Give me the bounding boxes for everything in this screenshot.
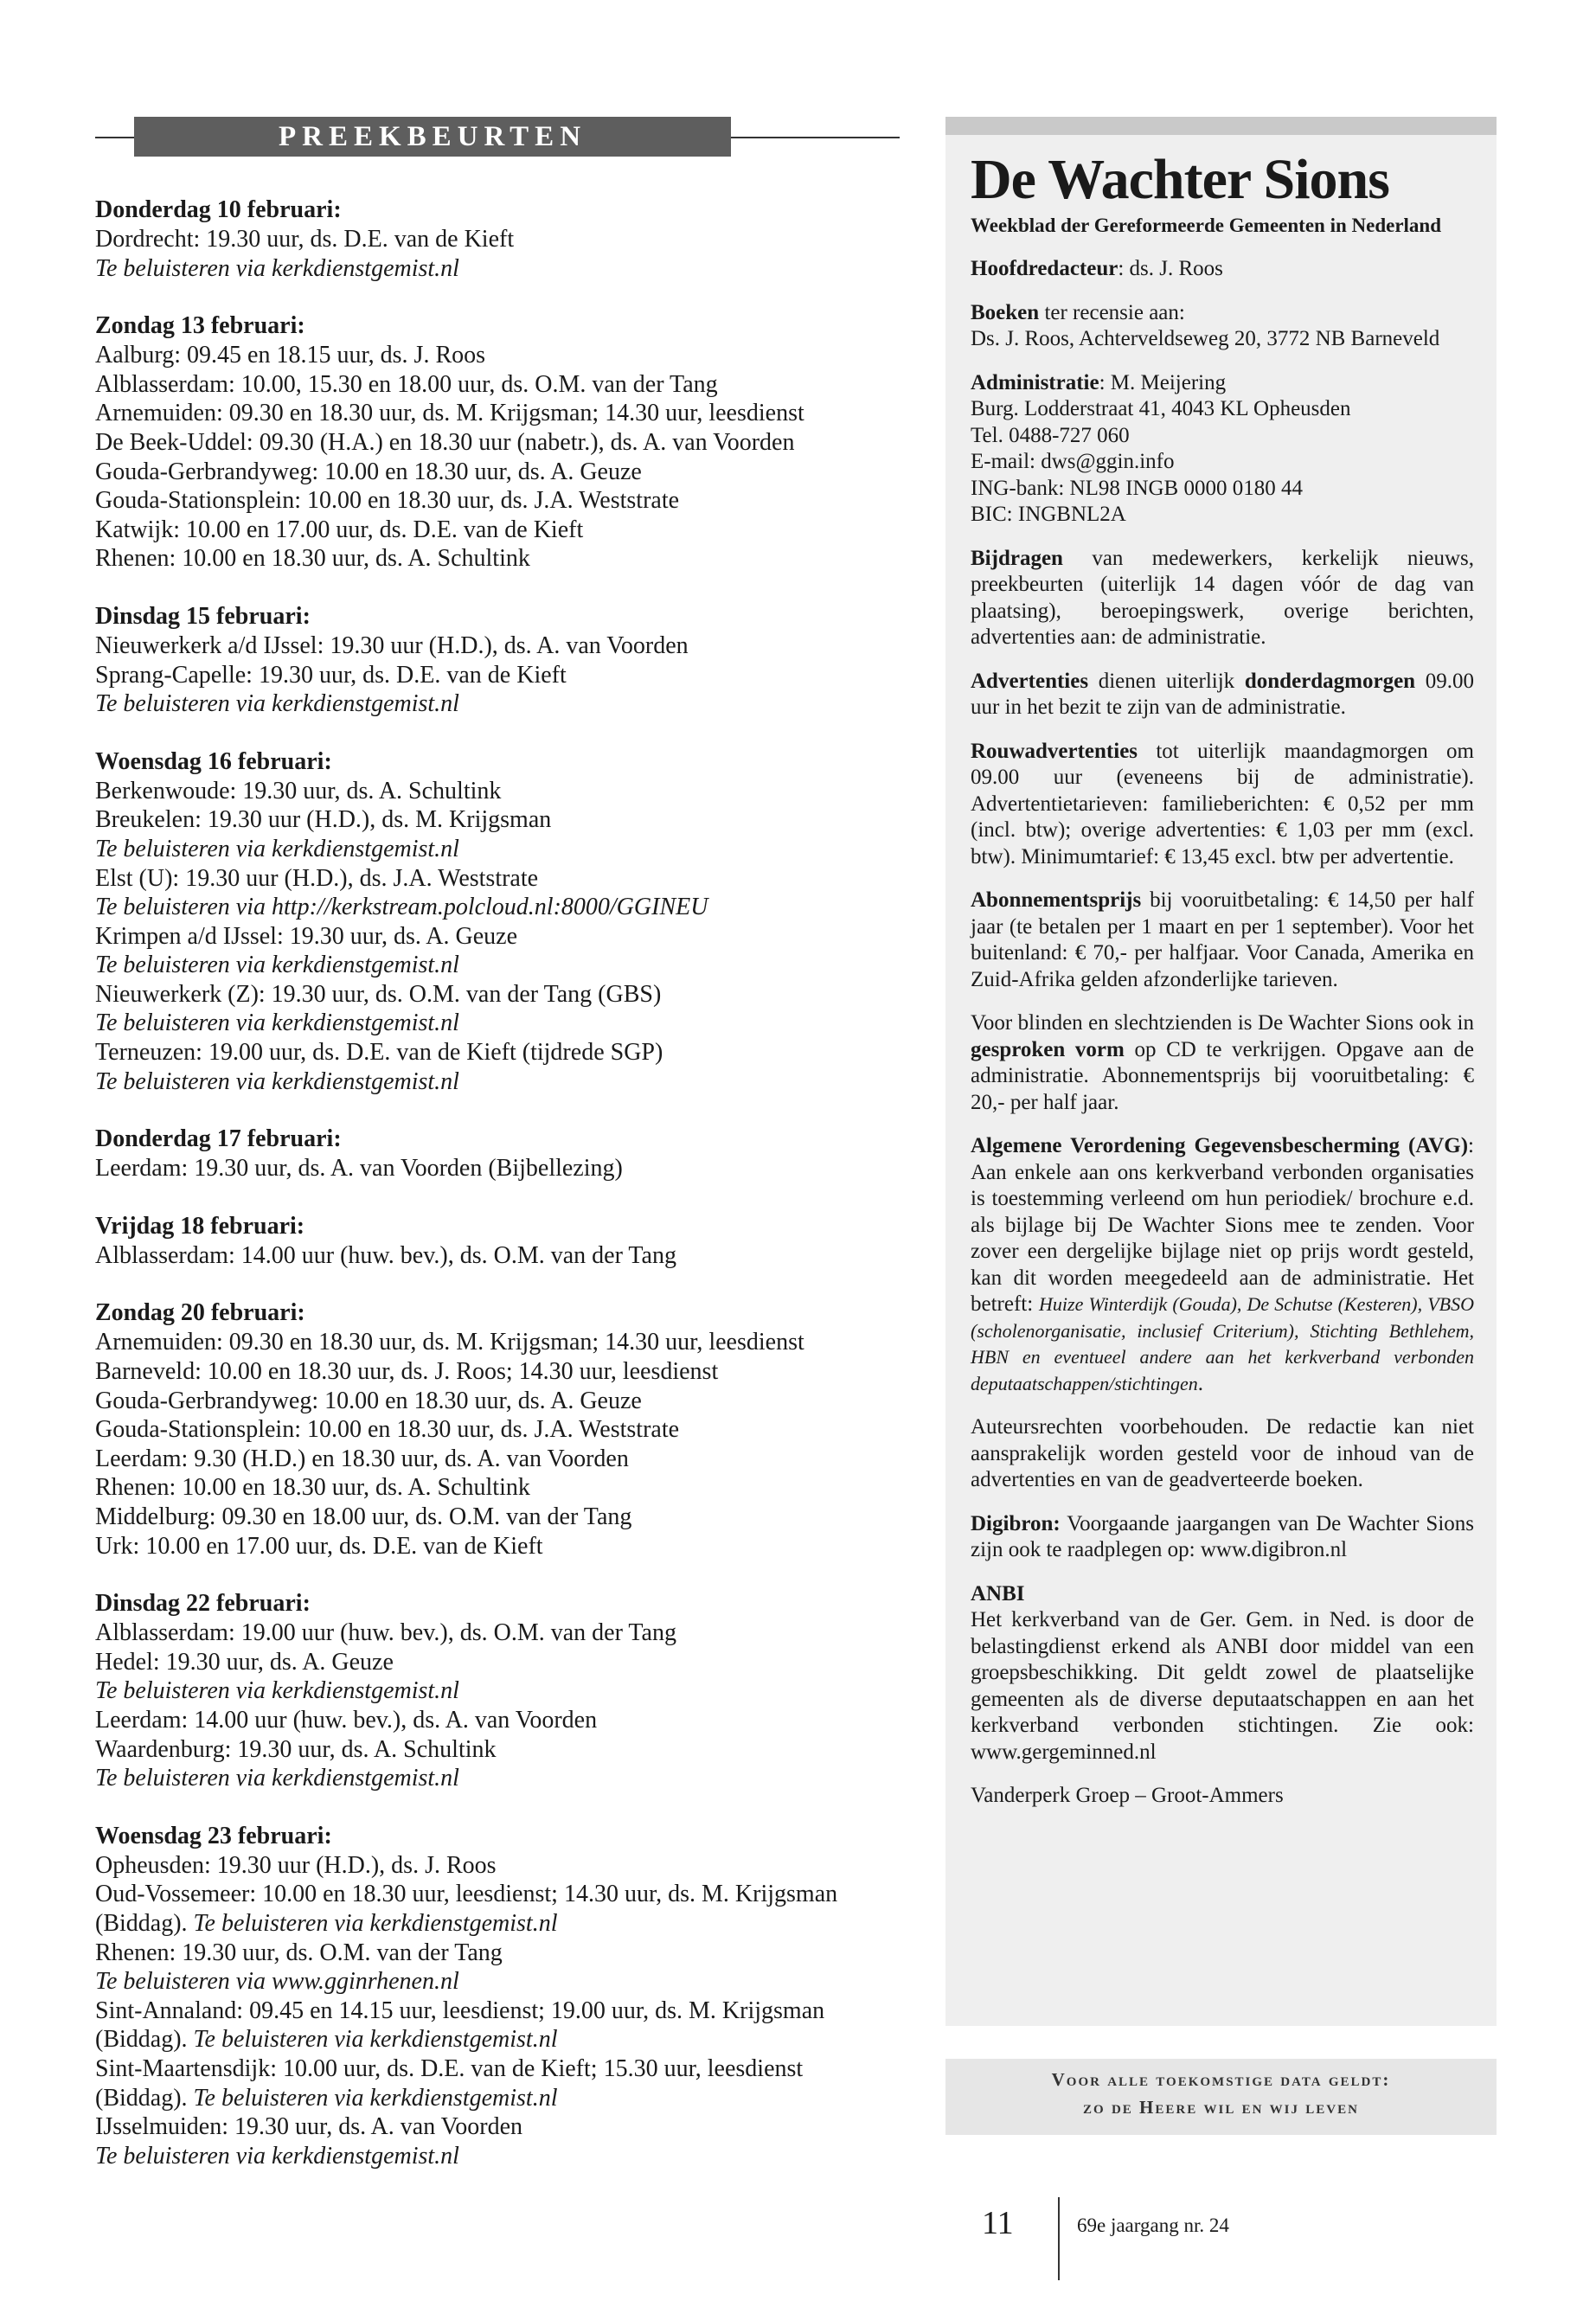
service-line: Rhenen: 10.00 en 18.30 uur, ds. A. Schultink bbox=[95, 545, 530, 573]
service-line: Arnemuiden: 09.30 en 18.30 uur, ds. M. Krijgsman; 14.30 uur, leesdienst bbox=[95, 400, 804, 427]
digibron-info: Digibron: Voorgaande jaargangen van De Wachter Sions zijn ook te raadplegen op: www.digibron.nl bbox=[971, 1511, 1474, 1561]
stream-note: Te beluisteren via kerkdienstgemist.nl bbox=[95, 2142, 459, 2170]
service-line: Gouda-Gerbrandyweg: 10.00 en 18.30 uur, ds. A. Geuze bbox=[95, 458, 642, 485]
day-block bbox=[95, 1822, 904, 2171]
service-line: Hedel: 19.30 uur, ds. A. Geuze bbox=[95, 1648, 394, 1676]
service-line: (Biddag). Te beluisteren via kerkdienstgemist.nl bbox=[95, 1909, 558, 1937]
preekbeurten-list bbox=[95, 195, 904, 2199]
subscription-info: Abonnementsprijs bij vooruitbetaling: € 14,50 per half jaar (te betalen per 1 maart en per 1 september). Voor het buitenland: € 70,- per halfjaar. Voor Canada, Amerika en Zuid-Afrika gelden afzonderlijke tarieven. bbox=[971, 888, 1474, 991]
day-block bbox=[95, 1298, 904, 1561]
service-line: Middelburg: 09.30 en 18.00 uur, ds. O.M. van der Tang bbox=[95, 1503, 632, 1530]
day-heading: Donderdag 10 februari: bbox=[95, 196, 342, 223]
editor-info: Hoofdredacteur: ds. J. Roos bbox=[971, 257, 1223, 280]
service-line: Waardenburg: 19.30 uur, ds. A. Schultink bbox=[95, 1735, 497, 1763]
stream-note: Te beluisteren via kerkdienstgemist.nl bbox=[95, 1067, 459, 1095]
service-line: Katwijk: 10.00 en 17.00 uur, ds. D.E. van de Kieft bbox=[95, 516, 584, 543]
service-line: Dordrecht: 19.30 uur, ds. D.E. van de Kieft bbox=[95, 226, 515, 253]
service-line: Barneveld: 10.00 en 18.30 uur, ds. J. Roos; 14.30 uur, leesdienst bbox=[95, 1358, 719, 1386]
mourning-ads-info: Rouwadvertenties tot uiterlijk maandagmorgen om 09.00 uur (eveneens bij de administratie). Advertentietarieven: familieberichten: € 0,52 per mm (incl. btw); overige advertenties: € 1,03 per mm (excl. btw). Minimumtarief: € 13,45 excl. btw per advertentie. bbox=[971, 739, 1474, 868]
service-line: Elst (U): 19.30 uur (H.D.), ds. J.A. Weststrate bbox=[95, 864, 539, 892]
service-line: Terneuzen: 19.00 uur, ds. D.E. van de Kieft (tijdrede SGP) bbox=[95, 1039, 663, 1067]
day-heading: Zondag 13 februari: bbox=[95, 312, 305, 340]
admin-info: Administratie: M. Meijering Burg. Lodderstraat 41, 4043 KL Opheusden Tel. 0488-727 060 E-mail: dws@ggin.info ING-bank: NL98 INGB 0000 0180 44 BIC: INGBNL2A bbox=[971, 370, 1351, 526]
masthead-title: De Wachter Sions bbox=[971, 148, 1389, 211]
stream-note: Te beluisteren via http://kerkstream.polcloud.nl:8000/GGINEU bbox=[95, 894, 708, 921]
service-line: Alblasserdam: 10.00, 15.30 en 18.00 uur, ds. O.M. van der Tang bbox=[95, 370, 718, 398]
footer-divider bbox=[1058, 2197, 1060, 2280]
service-line: (Biddag). Te beluisteren via kerkdienstgemist.nl bbox=[95, 2026, 558, 2054]
day-heading: Dinsdag 22 februari: bbox=[95, 1590, 311, 1618]
service-line: Sprang-Capelle: 19.30 uur, ds. D.E. van de Kieft bbox=[95, 661, 567, 689]
service-line: Gouda-Gerbrandyweg: 10.00 en 18.30 uur, ds. A. Geuze bbox=[95, 1387, 642, 1414]
day-heading: Vrijdag 18 februari: bbox=[95, 1212, 305, 1240]
service-line: Oud-Vossemeer: 10.00 en 18.30 uur, leesdienst; 14.30 uur, ds. M. Krijgsman bbox=[95, 1881, 838, 1908]
motto-line-1: Voor alle toekomstige data geldt: bbox=[1051, 2069, 1391, 2090]
advertising-info: Advertenties dienen uiterlijk donderdagmorgen 09.00 uur in het bezit te zijn van de administratie. bbox=[971, 669, 1475, 719]
service-line: Sint-Annaland: 09.45 en 14.15 uur, leesdienst; 19.00 uur, ds. M. Krijgsman bbox=[95, 1997, 825, 2024]
stream-note: Te beluisteren via www.gginrhenen.nl bbox=[95, 1968, 459, 1996]
day-block bbox=[95, 311, 904, 574]
motto bbox=[945, 2066, 1497, 2121]
stream-note: Te beluisteren via kerkdienstgemist.nl bbox=[95, 690, 459, 718]
stream-note: Te beluisteren via kerkdienstgemist.nl bbox=[95, 254, 459, 282]
stream-note: Te beluisteren via kerkdienstgemist.nl bbox=[95, 1765, 459, 1792]
privacy-info: Algemene Verordening Gegevensbescherming (AVG): Aan enkele aan ons kerkverband verbonden organisaties is toestemming verleend om hun periodiek/ brochure e.d. als bijlage bij De Wachter Sions mee te zenden. Voor zover een dergelijke bijlage niet op prijs wordt gesteld, kan dit worden meegedeeld aan de administratie. Het betreft: Huize Winterdijk (Gouda), De Schutse (Kesteren), VBSO (scholenorganisatie, inclusief Criterium), Stichting Bethlehem, HBN en eventueel andere aan het kerkverband verbonden deputaatschappen/stichtingen. bbox=[971, 1134, 1474, 1395]
issue-info: 69e jaargang nr. 24 bbox=[1077, 2214, 1229, 2236]
day-heading: Zondag 20 februari: bbox=[95, 1299, 305, 1327]
colophon bbox=[971, 147, 1474, 1827]
service-line: Alblasserdam: 19.00 uur (huw. bev.), ds. O.M. van der Tang bbox=[95, 1619, 676, 1647]
masthead-subtitle: Weekblad der Gereformeerde Gemeenten in Nederland bbox=[971, 215, 1442, 236]
service-line: Rhenen: 19.30 uur, ds. O.M. van der Tang bbox=[95, 1939, 503, 1966]
service-line: Leerdam: 9.30 (H.D.) en 18.30 uur, ds. A. van Voorden bbox=[95, 1445, 629, 1472]
service-line: (Biddag). Te beluisteren via kerkdienstgemist.nl bbox=[95, 2084, 558, 2112]
day-block bbox=[95, 1212, 904, 1271]
service-line: Gouda-Stationsplein: 10.00 en 18.30 uur, ds. J.A. Weststrate bbox=[95, 1416, 680, 1444]
audio-edition-info: Voor blinden en slechtzienden is De Wachter Sions ook in gesproken vorm op CD te verkrijgen. Opgave aan de administratie. Abonnementsprijs bij vooruitbetaling: € 20,- per half jaar. bbox=[971, 1011, 1474, 1114]
service-line: Breukelen: 19.30 uur (H.D.), ds. M. Krijgsman bbox=[95, 806, 552, 834]
service-line: Berkenwoude: 19.30 uur, ds. A. Schultink bbox=[95, 777, 502, 804]
service-line: Opheusden: 19.30 uur (H.D.), ds. J. Roos bbox=[95, 1851, 497, 1879]
section-title: PREEKBEURTEN bbox=[134, 117, 731, 157]
day-heading: Woensdag 16 februari: bbox=[95, 747, 332, 775]
page-number: 11 bbox=[982, 2205, 1014, 2241]
day-block bbox=[95, 1125, 904, 1183]
anbi-info: ANBI Het kerkverband van de Ger. Gem. in Ned. is door de belastingdienst erkend als ANBI door middel van een groepsbeschikking. Dit geldt zowel de plaatselijke gemeenten als de diverse deputaatschappen en aan het kerkverband verbonden stichtingen. Zie ook: www.gergeminned.nl bbox=[971, 1581, 1474, 1764]
service-line: IJsselmuiden: 19.30 uur, ds. A. van Voorden bbox=[95, 2113, 523, 2141]
service-line: Gouda-Stationsplein: 10.00 en 18.30 uur, ds. J.A. Weststrate bbox=[95, 487, 680, 515]
service-line: Rhenen: 10.00 en 18.30 uur, ds. A. Schultink bbox=[95, 1474, 530, 1502]
day-heading: Dinsdag 15 februari: bbox=[95, 602, 311, 630]
motto-line-2: zo de Heere wil en wij leven bbox=[1083, 2097, 1359, 2118]
service-line: Leerdam: 19.30 uur, ds. A. van Voorden (Bijbellezing) bbox=[95, 1155, 623, 1183]
service-line: Sint-Maartensdijk: 10.00 uur, ds. D.E. van de Kieft; 15.30 uur, leesdienst bbox=[95, 2054, 804, 2082]
service-line: Nieuwerkerk (Z): 19.30 uur, ds. O.M. van der Tang (GBS) bbox=[95, 980, 662, 1008]
stream-note: Te beluisteren via kerkdienstgemist.nl bbox=[95, 835, 459, 862]
service-line: Krimpen a/d IJssel: 19.30 uur, ds. A. Geuze bbox=[95, 922, 518, 950]
day-block bbox=[95, 1589, 904, 1793]
service-line: De Beek-Uddel: 09.30 (H.A.) en 18.30 uur (nabetr.), ds. A. van Voorden bbox=[95, 428, 795, 456]
stream-note: Te beluisteren via kerkdienstgemist.nl bbox=[95, 1009, 459, 1037]
service-line: Nieuwerkerk a/d IJssel: 19.30 uur (H.D.), ds. A. van Voorden bbox=[95, 631, 689, 659]
day-block bbox=[95, 602, 904, 719]
service-line: Urk: 10.00 en 17.00 uur, ds. D.E. van de Kieft bbox=[95, 1532, 543, 1560]
day-block bbox=[95, 195, 904, 283]
day-heading: Woensdag 23 februari: bbox=[95, 1822, 332, 1849]
stream-note: Te beluisteren via kerkdienstgemist.nl bbox=[95, 952, 459, 979]
printer-info: Vanderperk Groep – Groot-Ammers bbox=[971, 1784, 1284, 1807]
service-line: Arnemuiden: 09.30 en 18.30 uur, ds. M. Krijgsman; 14.30 uur, leesdienst bbox=[95, 1329, 804, 1356]
day-heading: Donderdag 17 februari: bbox=[95, 1125, 342, 1153]
contributions-info: Bijdragen van medewerkers, kerkelijk nieuws, preekbeurten (uiterlijk 14 dagen vóór de dag van plaatsing), beroepingswerk, overige berichten, advertenties aan: de administratie. bbox=[971, 546, 1474, 649]
service-line: Leerdam: 14.00 uur (huw. bev.), ds. A. van Voorden bbox=[95, 1706, 598, 1734]
copyright-info: Auteursrechten voorbehouden. De redactie kan niet aansprakelijk worden gesteld voor de inhoud van de advertenties en van de geadverteerde boeken. bbox=[971, 1415, 1474, 1491]
books-info: Boeken ter recensie aan: Ds. J. Roos, Achterveldseweg 20, 3772 NB Barneveld bbox=[971, 300, 1440, 350]
stream-note: Te beluisteren via kerkdienstgemist.nl bbox=[95, 1677, 459, 1705]
service-line: Aalburg: 09.45 en 18.15 uur, ds. J. Roos bbox=[95, 342, 486, 369]
day-block bbox=[95, 747, 904, 1097]
service-line: Alblasserdam: 14.00 uur (huw. bev.), ds. O.M. van der Tang bbox=[95, 1241, 676, 1269]
